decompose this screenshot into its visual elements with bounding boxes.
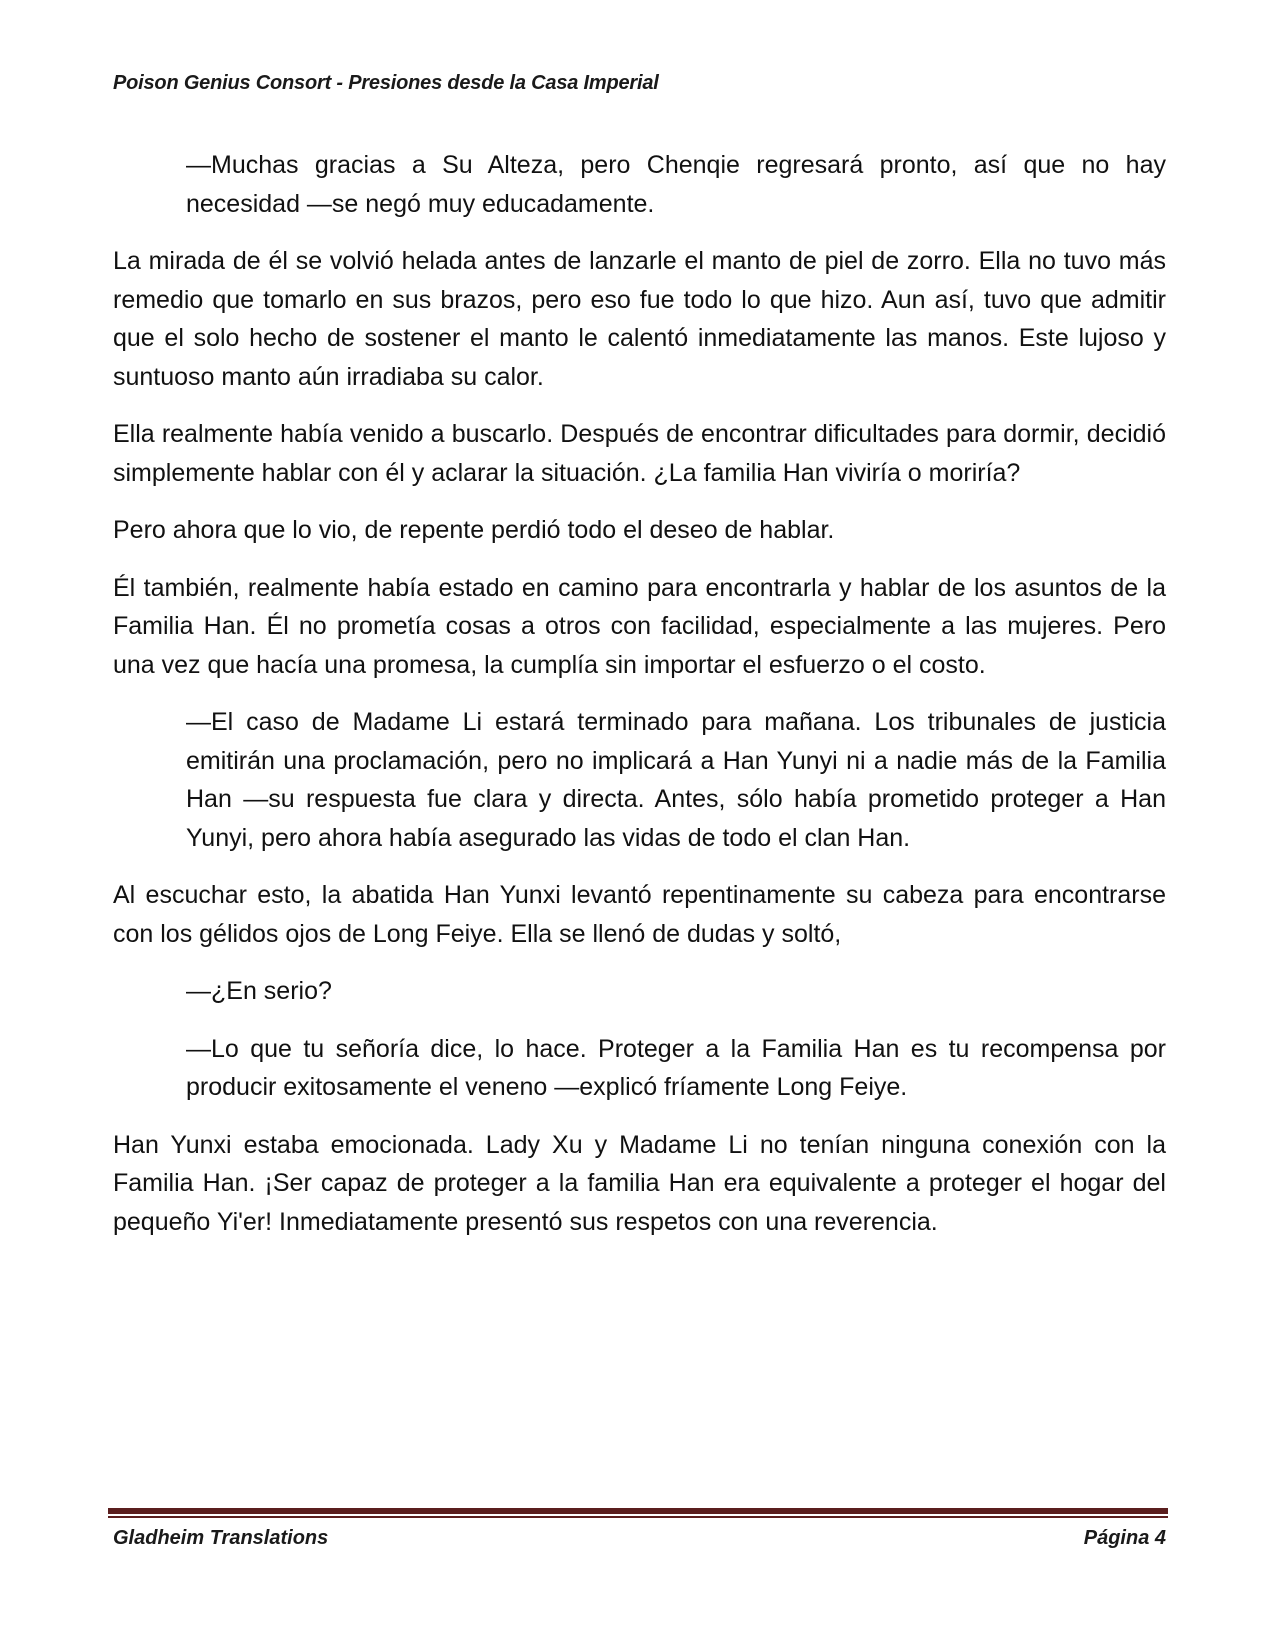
footer-publisher: Gladheim Translations bbox=[113, 1527, 329, 1549]
paragraph: Él también, realmente había estado en camino para encontrarla y hablar de los asuntos de la Familia Han. Él no prometía cosas a otros con facilidad, especialmente a las mujeres. Pero una vez que hacía una promesa, la cumplía sin importar el esfuerzo o el costo. bbox=[113, 573, 1166, 679]
paragraph: Pero ahora que lo vio, de repente perdió todo el deseo de hablar. bbox=[113, 516, 835, 544]
paragraph: La mirada de él se volvió helada antes de lanzarle el manto de piel de zorro. Ella no tuvo más remedio que tomarlo en sus brazos, pero eso fue todo lo que hizo. Aun así, tuvo que admitir que el solo hecho de sostener el manto le calentó inmediatamente las manos. Este lujoso y suntuoso manto aún irradiaba su calor. bbox=[113, 247, 1166, 391]
footer-divider-thick bbox=[108, 1508, 1168, 1514]
paragraph-dialogue: —¿En serio? bbox=[186, 977, 332, 1005]
page-header-title: Poison Genius Consort - Presiones desde la Casa Imperial bbox=[113, 72, 659, 94]
footer-divider-thin bbox=[108, 1516, 1168, 1518]
paragraph: Ella realmente había venido a buscarlo. Después de encontrar dificultades para dormir, decidió simplemente hablar con él y aclarar la situación. ¿La familia Han viviría o moriría? bbox=[113, 420, 1166, 487]
paragraph-dialogue: —El caso de Madame Li estará terminado para mañana. Los tribunales de justicia emitirán una proclamación, pero no implicará a Han Yunyi ni a nadie más de la Familia Han —su respuesta fue clara y directa. Antes, sólo había prometido proteger a Han Yunyi, pero ahora había asegurado las vidas de todo el clan Han. bbox=[186, 708, 1166, 852]
footer-divider bbox=[108, 1508, 1168, 1518]
document-body bbox=[113, 146, 1166, 1260]
paragraph: Han Yunxi estaba emocionada. Lady Xu y Madame Li no tenían ninguna conexión con la Familia Han. ¡Ser capaz de proteger a la familia Han era equivalente a proteger el hogar del pequeño Yi'er! Inmediatamente presentó sus respetos con una reverencia. bbox=[113, 1130, 1166, 1236]
paragraph-dialogue: —Lo que tu señoría dice, lo hace. Proteger a la Familia Han es tu recompensa por producir exitosamente el veneno —explicó fríamente Long Feiye. bbox=[186, 1034, 1166, 1101]
paragraph: Al escuchar esto, la abatida Han Yunxi levantó repentinamente su cabeza para encontrarse con los gélidos ojos de Long Feiye. Ella se llenó de dudas y soltó, bbox=[113, 881, 1166, 948]
footer-page-number: Página 4 bbox=[1083, 1527, 1166, 1549]
paragraph-dialogue: —Muchas gracias a Su Alteza, pero Chenqie regresará pronto, así que no hay necesidad —se negó muy educadamente. bbox=[186, 151, 1166, 218]
